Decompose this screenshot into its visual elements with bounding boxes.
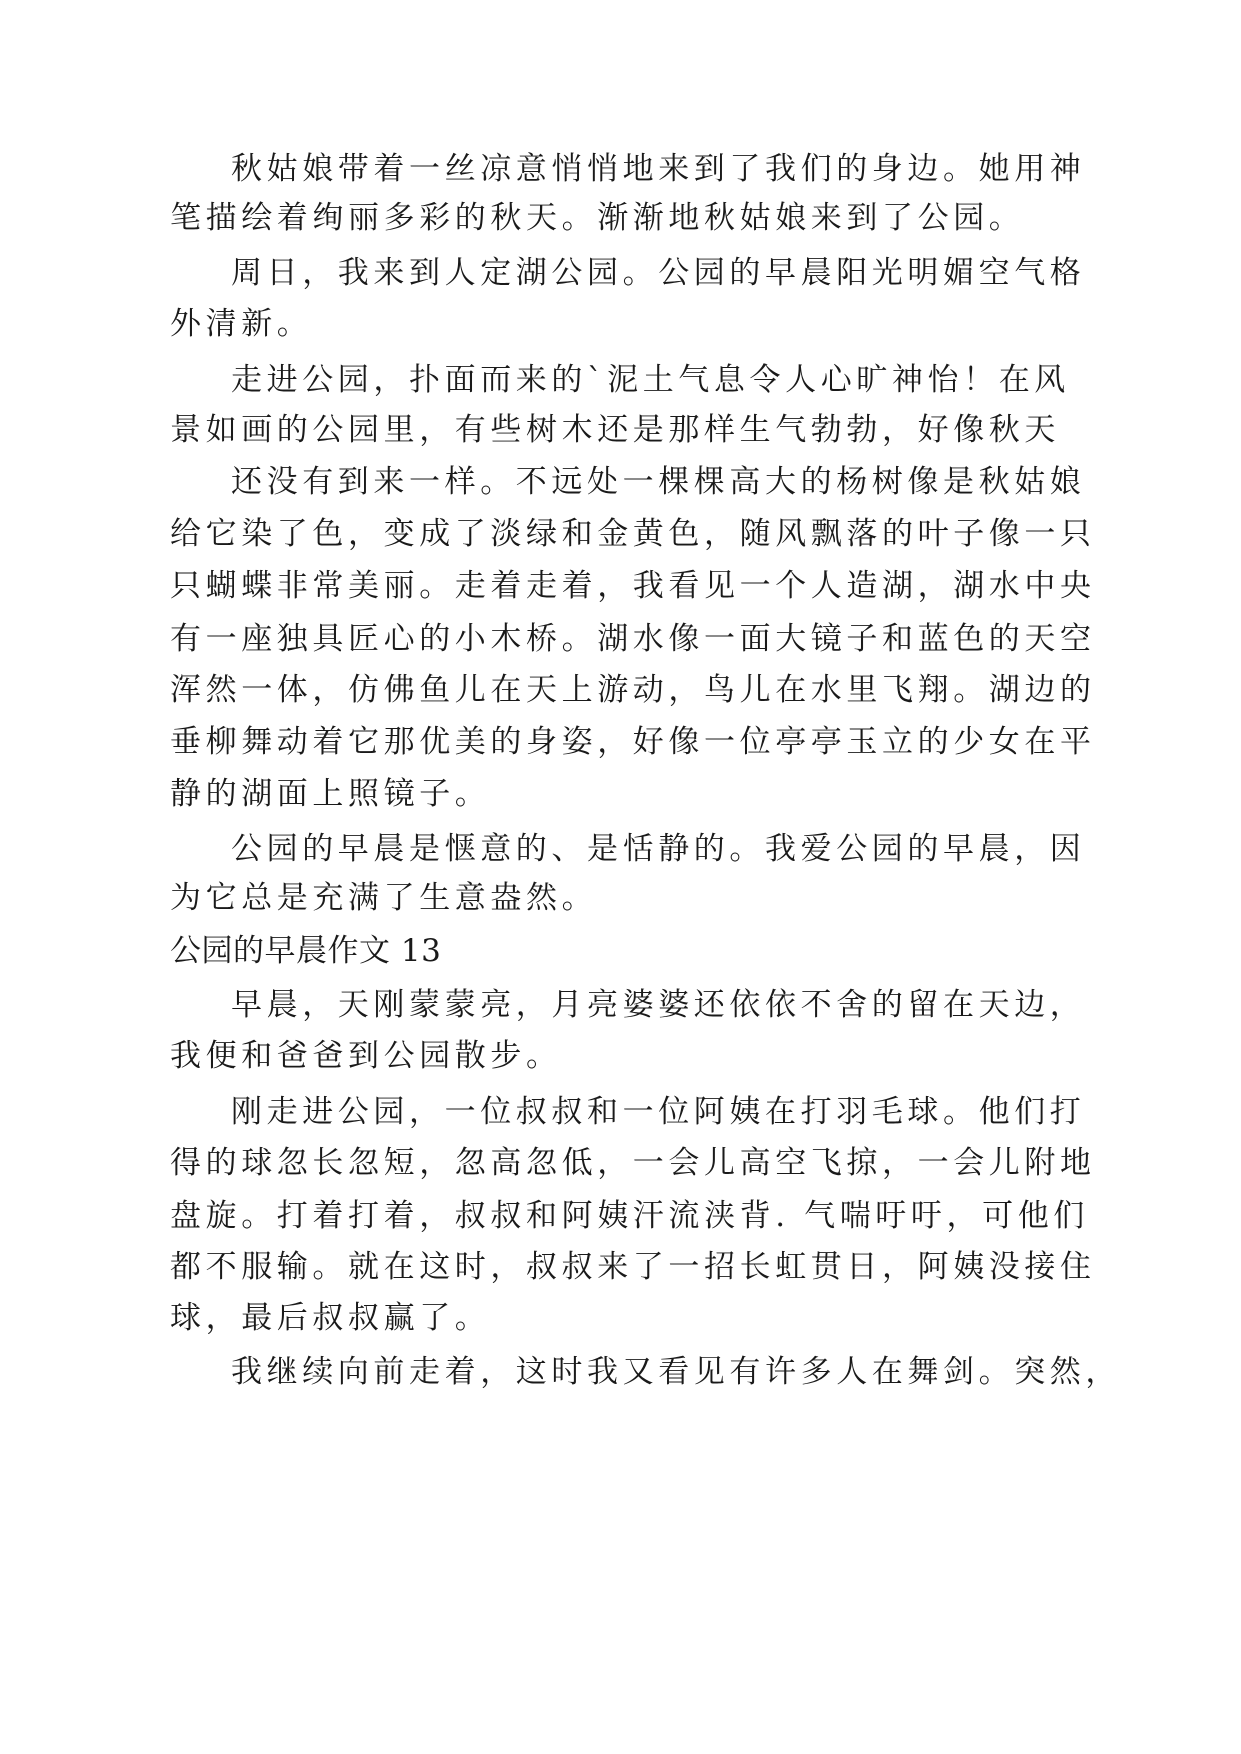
text-line: 刚走进公园，一位叔叔和一位阿姨在打羽毛球。他们打 — [231, 1094, 1086, 1130]
text-line: 浑然一体，仿佛鱼儿在天上游动，鸟儿在水里飞翔。湖边的 — [170, 672, 1096, 708]
text-line: 有一座独具匠心的小木桥。湖水像一面大镜子和蓝色的天空 — [170, 621, 1096, 657]
text-line: 秋姑娘带着一丝凉意悄悄地来到了我们的身边。她用神 — [231, 151, 1086, 187]
text-line: 为它总是充满了生意盎然。 — [170, 880, 598, 916]
text-line: 都不服输。就在这时，叔叔来了一招长虹贯日，阿姨没接住 — [170, 1249, 1096, 1285]
text-line: 公园的早晨是惬意的、是恬静的。我爱公园的早晨，因 — [231, 831, 1086, 867]
text-line: 我便和爸爸到公园散步。 — [170, 1038, 562, 1074]
text-line: 周日，我来到人定湖公园。公园的早晨阳光明媚空气格 — [231, 255, 1086, 291]
text-line: 外清新。 — [170, 306, 313, 342]
section-heading: 公园的早晨作文 13 — [170, 933, 442, 969]
text-line: 景如画的公园里，有些树木还是那样生气勃勃，好像秋天 — [170, 412, 1060, 448]
text-line: 早晨，天刚蒙蒙亮，月亮婆婆还依依不舍的留在天边， — [231, 987, 1086, 1023]
text-line: 给它染了色，变成了淡绿和金黄色，随风飘落的叶子像一只 — [170, 516, 1096, 552]
text-line: 笔描绘着绚丽多彩的秋天。渐渐地秋姑娘来到了公园。 — [170, 200, 1025, 236]
text-line: 得的球忽长忽短，忽高忽低，一会儿高空飞掠，一会儿附地 — [170, 1145, 1096, 1181]
text-line: 还没有到来一样。不远处一棵棵高大的杨树像是秋姑娘 — [231, 464, 1086, 500]
text-line: 球，最后叔叔赢了。 — [170, 1300, 491, 1336]
text-line: 只蝴蝶非常美丽。走着走着，我看见一个人造湖，湖水中央 — [170, 568, 1096, 604]
text-line: 静的湖面上照镜子。 — [170, 776, 491, 812]
text-line: 垂柳舞动着它那优美的身姿，好像一位亭亭玉立的少女在平 — [170, 724, 1096, 760]
text-line: 走进公园，扑面而来的`泥土气息令人心旷神怡！在风 — [231, 362, 1070, 398]
text-line: 盘旋。打着打着，叔叔和阿姨汗流浃背. 气喘吁吁，可他们 — [170, 1198, 1089, 1234]
text-line: 我继续向前走着，这时我又看见有许多人在舞剑。突然， — [231, 1354, 1121, 1390]
